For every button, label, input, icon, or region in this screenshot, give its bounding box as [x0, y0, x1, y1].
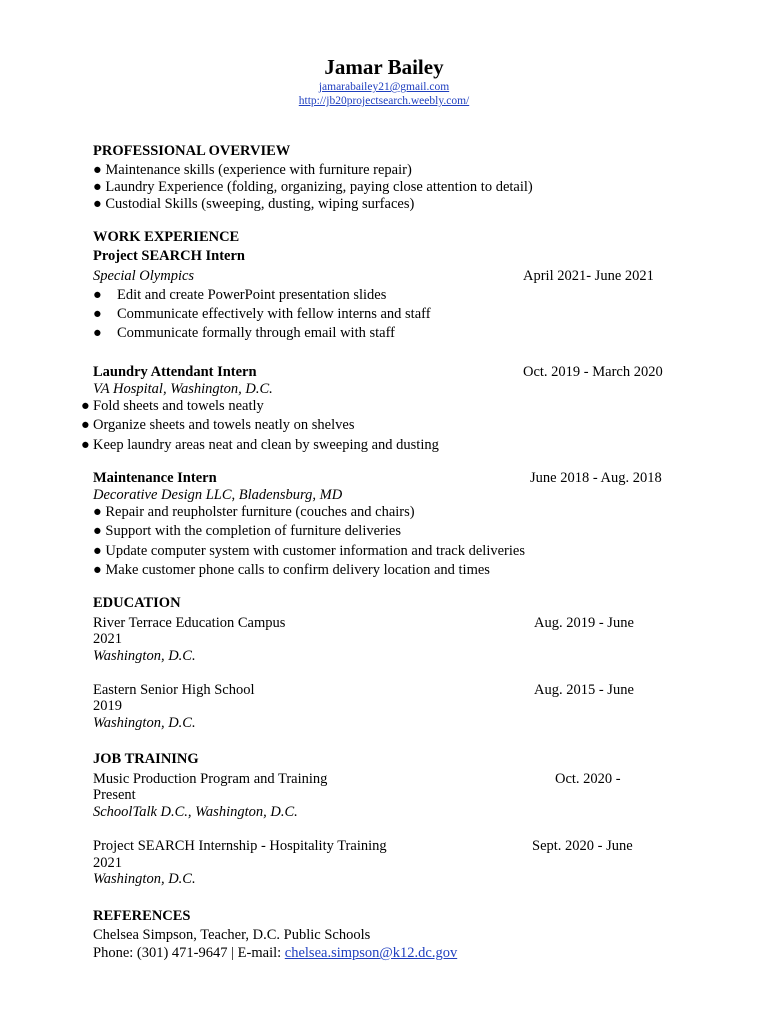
job-item: ● Edit and create PowerPoint presentation slides	[93, 287, 387, 303]
reference-phone: Phone: (301) 471-9647 | E-mail:	[93, 945, 285, 961]
job-item: ● Communicate effectively with fellow interns and staff	[93, 306, 431, 322]
training-location: SchoolTalk D.C., Washington, D.C.	[93, 804, 298, 820]
overview-item: ● Maintenance skills (experience with furniture repair)	[93, 162, 412, 178]
training-dates: Sept. 2020 - June	[532, 838, 633, 854]
job-title: Project SEARCH Intern	[93, 248, 245, 264]
education-dates: Aug. 2015 - June	[534, 682, 634, 698]
education-dates-end: 2019	[93, 698, 122, 714]
overview-item: ● Laundry Experience (folding, organizing, paying close attention to detail)	[93, 179, 533, 195]
job-item: ● Support with the completion of furniture deliveries	[93, 523, 401, 539]
training-program: Music Production Program and Training	[93, 771, 328, 787]
job-item: ● Communicate formally through email with staff	[93, 325, 395, 341]
bullet-icon: ●	[93, 306, 102, 322]
resume-name: Jamar Bailey	[324, 55, 444, 79]
education-dates: Aug. 2019 - June	[534, 615, 634, 631]
job-item: ● Make customer phone calls to confirm delivery location and times	[93, 562, 490, 578]
training-dates: Oct. 2020 -	[555, 771, 621, 787]
overview-heading: PROFESSIONAL OVERVIEW	[93, 143, 291, 159]
email-link[interactable]: jamarabailey21@gmail.com	[318, 81, 450, 93]
bullet-icon: ●	[93, 523, 102, 539]
bullet-icon: ●	[93, 179, 102, 195]
job-title: Maintenance Intern	[93, 470, 217, 486]
bullet-icon: ●	[81, 398, 90, 414]
overview-item: ● Custodial Skills (sweeping, dusting, wiping surfaces)	[93, 196, 415, 212]
references-heading: REFERENCES	[93, 908, 191, 924]
job-org: Decorative Design LLC, Bladensburg, MD	[93, 487, 343, 503]
bullet-icon: ●	[93, 325, 102, 341]
job-dates: Oct. 2019 - March 2020	[523, 364, 663, 380]
job-title: Laundry Attendant Intern	[93, 364, 257, 380]
job-item: ● Keep laundry areas neat and clean by sweeping and dusting	[81, 437, 439, 453]
bullet-icon: ●	[93, 562, 102, 578]
job-item: ● Fold sheets and towels neatly	[81, 398, 264, 414]
reference-contact	[93, 945, 457, 962]
bullet-icon: ●	[93, 162, 102, 178]
job-dates: April 2021- June 2021	[523, 268, 654, 284]
bullet-icon: ●	[93, 287, 102, 303]
job-item: ● Repair and reupholster furniture (couches and chairs)	[93, 504, 415, 520]
training-location: Washington, D.C.	[93, 871, 196, 887]
education-dates-end: 2021	[93, 631, 122, 647]
bullet-icon: ●	[81, 437, 90, 453]
job-org: VA Hospital, Washington, D.C.	[93, 381, 273, 397]
bullet-icon: ●	[93, 543, 102, 559]
job-dates: June 2018 - Aug. 2018	[530, 470, 662, 486]
training-dates-end: Present	[93, 787, 136, 803]
education-heading: EDUCATION	[93, 595, 181, 611]
reference-email-link[interactable]: chelsea.simpson@k12.dc.gov	[284, 945, 458, 961]
bullet-icon: ●	[93, 196, 102, 212]
education-location: Washington, D.C.	[93, 648, 196, 664]
bullet-icon: ●	[93, 504, 102, 520]
education-school: Eastern Senior High School	[93, 682, 255, 698]
training-heading: JOB TRAINING	[93, 751, 199, 767]
education-location: Washington, D.C.	[93, 715, 196, 731]
education-school: River Terrace Education Campus	[93, 615, 286, 631]
reference-name: Chelsea Simpson, Teacher, D.C. Public Schools	[93, 927, 371, 943]
training-program: Project SEARCH Internship - Hospitality Training	[93, 838, 387, 854]
work-heading: WORK EXPERIENCE	[93, 229, 240, 245]
job-item: ● Update computer system with customer information and track deliveries	[93, 543, 525, 559]
bullet-icon: ●	[81, 417, 90, 433]
website-link[interactable]: http://jb20projectsearch.weebly.com/	[298, 95, 470, 107]
job-org: Special Olympics	[93, 268, 195, 284]
training-dates-end: 2021	[93, 855, 122, 871]
job-item: ● Organize sheets and towels neatly on shelves	[81, 417, 355, 433]
